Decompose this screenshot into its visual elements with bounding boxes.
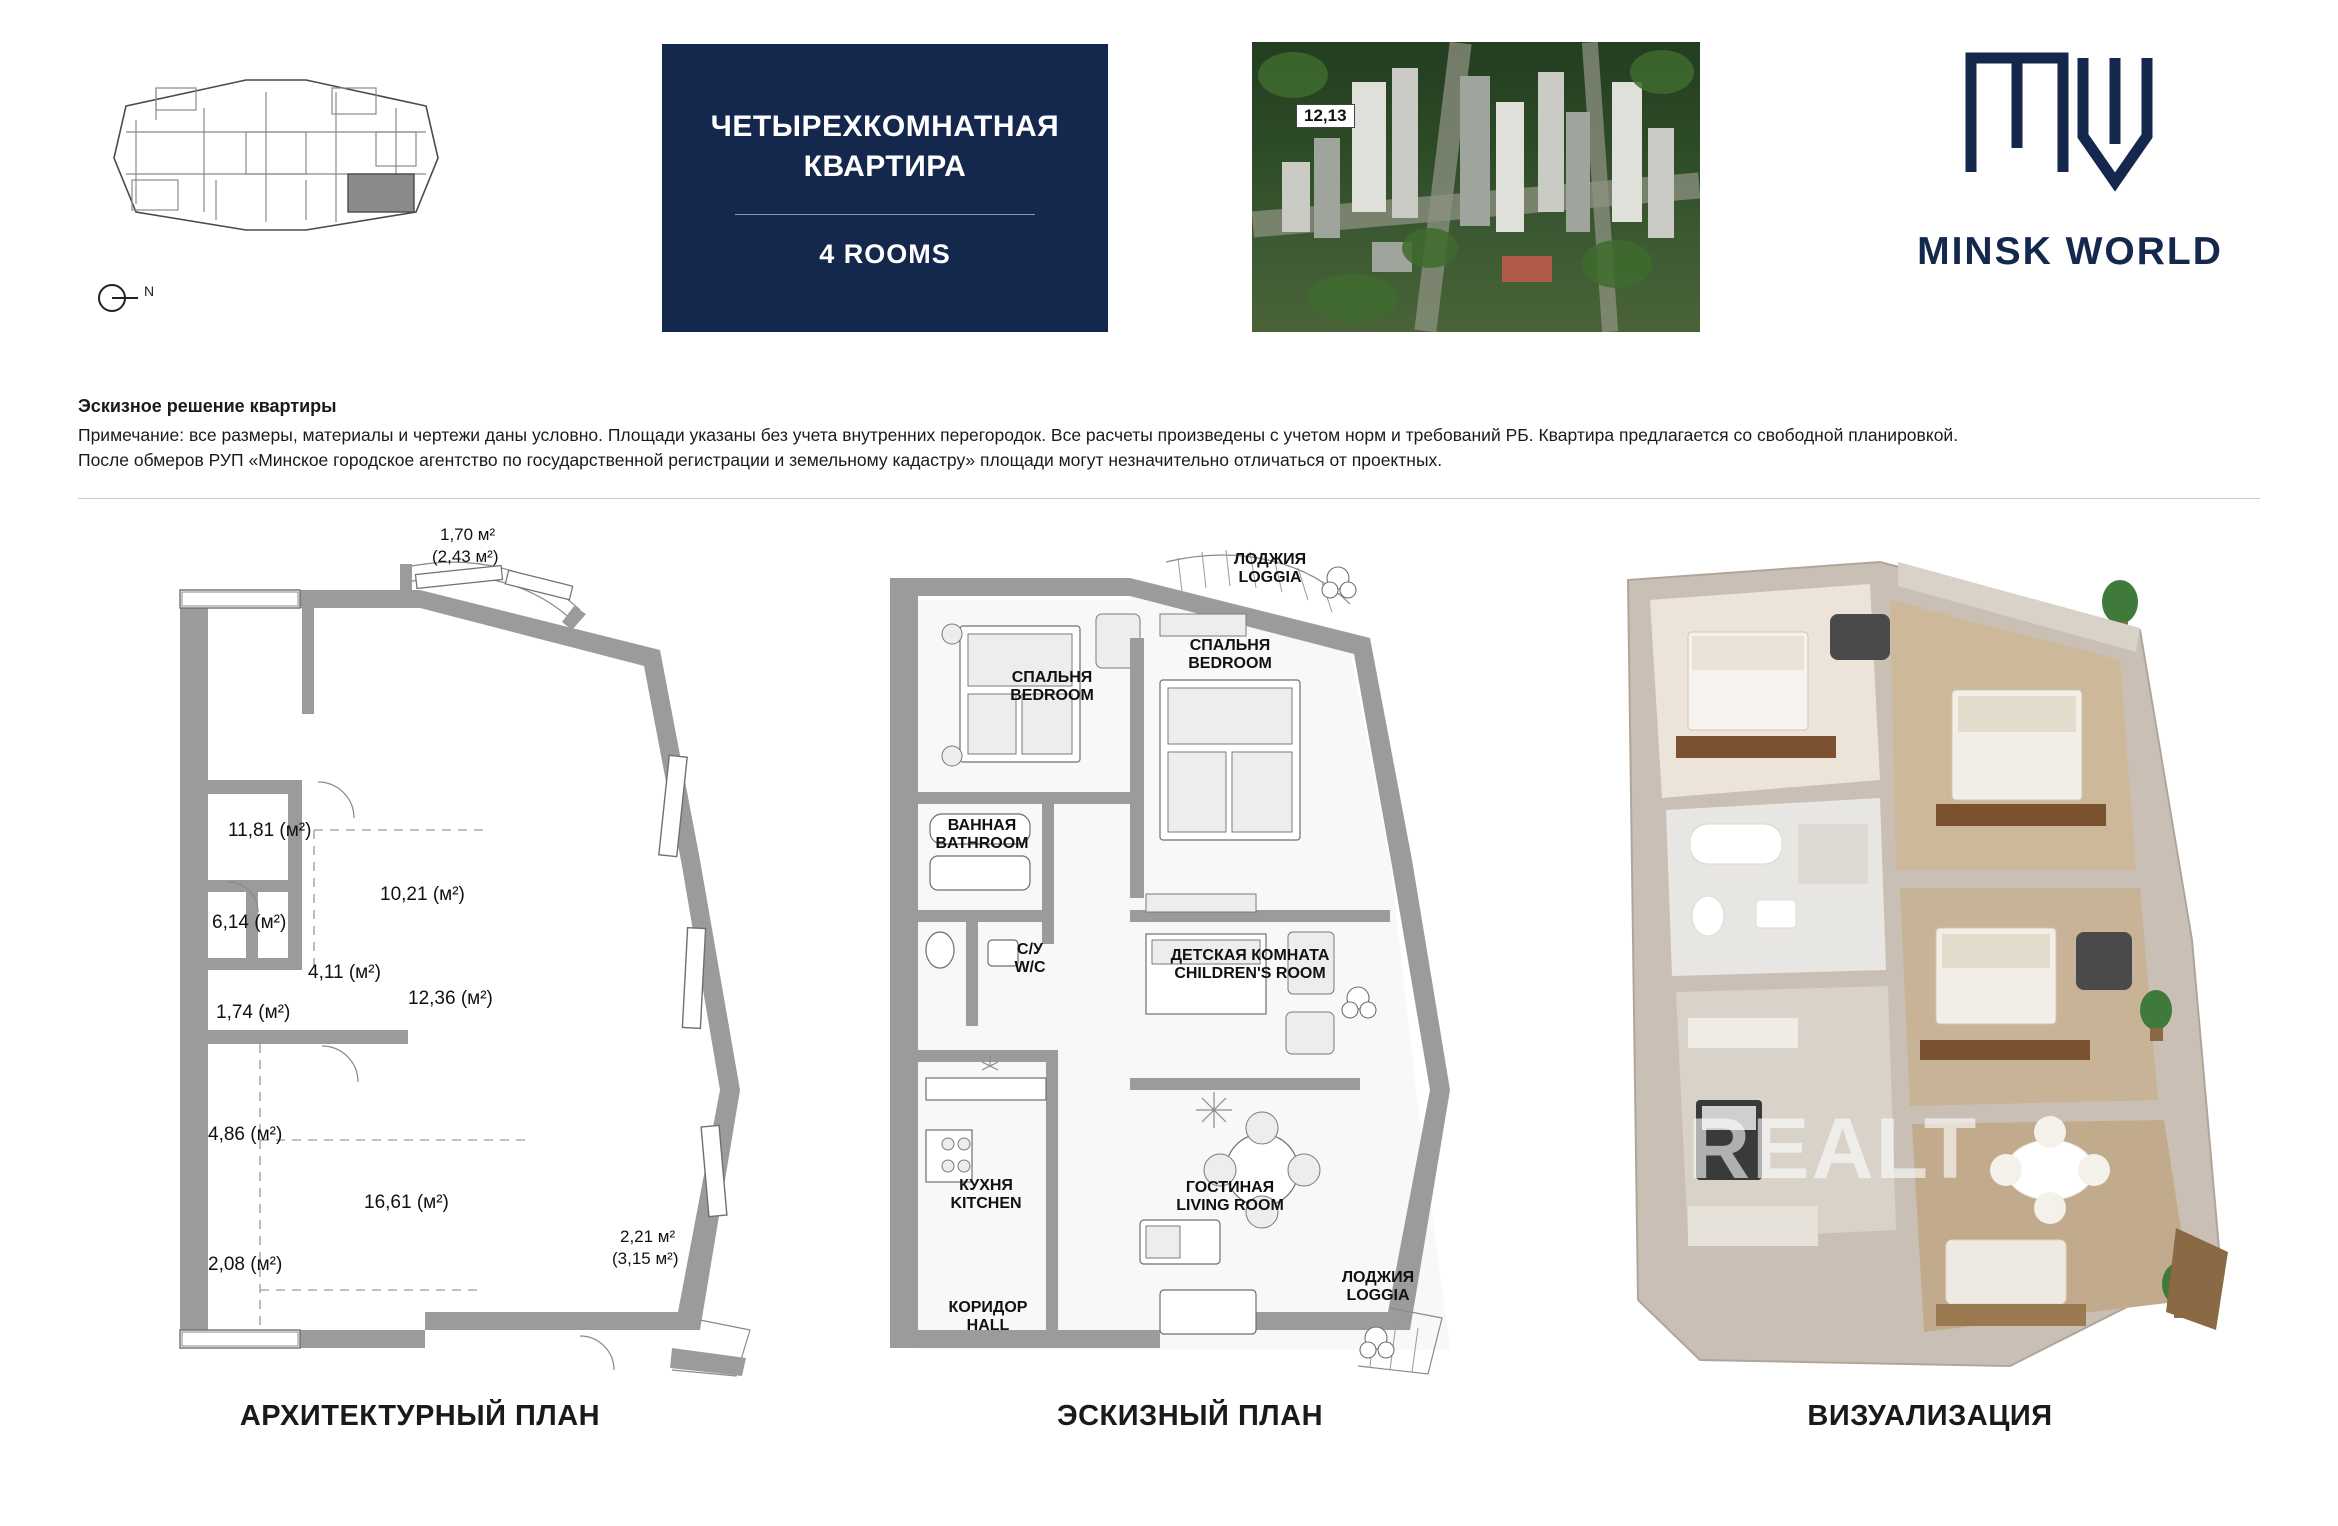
3d-apartment-render bbox=[1580, 540, 2280, 1380]
room-label-ru: ГОСТИНАЯ bbox=[1185, 1179, 1275, 1196]
site-marker-label: 12,13 bbox=[1296, 104, 1355, 128]
area-label: 16,61 (м²) bbox=[364, 1192, 449, 1213]
room-label-en: BEDROOM bbox=[1188, 655, 1272, 672]
area-label: 6,14 (м²) bbox=[212, 912, 287, 933]
sketch-plan-panel bbox=[830, 530, 1550, 1460]
area-label: 4,11 (м²) bbox=[308, 962, 381, 983]
note-label: Эскизное решение квартиры bbox=[78, 396, 337, 416]
visualization-panel bbox=[1580, 530, 2280, 1460]
room-label-ru: ЛОДЖИЯ bbox=[1341, 1269, 1415, 1286]
architectural-plan-caption: АРХИТЕКТУРНЫЙ ПЛАН bbox=[239, 1400, 601, 1432]
room-label-ru: ЛОДЖИЯ bbox=[1233, 551, 1307, 568]
room-label-ru: СПАЛЬНЯ bbox=[1011, 669, 1093, 686]
room-label-en: CHILDREN'S ROOM bbox=[1174, 965, 1326, 982]
brand-wordmark: MINSK WORLD bbox=[1917, 230, 2223, 273]
architectural-plan-panel bbox=[60, 525, 780, 1460]
title-block bbox=[662, 44, 1108, 332]
mw-monogram-icon bbox=[1870, 40, 2270, 190]
title-en: 4 ROOMS bbox=[819, 238, 951, 269]
building-floor-key-plan bbox=[96, 62, 456, 242]
area-label: 12,36 (м²) bbox=[408, 988, 493, 1009]
room-label-en: LOGGIA bbox=[1238, 569, 1302, 586]
room-label-en: LIVING ROOM bbox=[1176, 1197, 1284, 1214]
title-ru: ЧЕТЫРЕХКОМНАТНАЯ КВАРТИРА bbox=[710, 109, 1060, 183]
compass-icon bbox=[92, 278, 172, 318]
room-label-en: W/C bbox=[1014, 959, 1046, 976]
room-label-ru: СПАЛЬНЯ bbox=[1189, 637, 1271, 654]
balcony-area-line: 2,21 м² bbox=[620, 1227, 676, 1246]
visualization-caption: ВИЗУАЛИЗАЦИЯ bbox=[1807, 1400, 2053, 1432]
title-divider bbox=[735, 214, 1035, 215]
area-label: 10,21 (м²) bbox=[380, 884, 465, 905]
disclaimer-note bbox=[78, 396, 2258, 474]
note-line-2: После обмеров РУП «Минское городское агентство по государственной регистрации и земельному кадастру» площади могут незначительно отличаться от проектных. bbox=[78, 450, 1443, 471]
area-label: 4,86 (м²) bbox=[208, 1124, 283, 1145]
room-label-ru: КУХНЯ bbox=[959, 1177, 1013, 1194]
room-label-ru: КОРИДОР bbox=[948, 1299, 1028, 1316]
room-label-ru: ВАННАЯ bbox=[947, 817, 1017, 834]
balcony-area-line: (3,15 м²) bbox=[612, 1249, 679, 1268]
room-label-en: BEDROOM bbox=[1010, 687, 1094, 704]
balcony-area-line: (2,43 м²) bbox=[432, 547, 499, 566]
note-line-1: Примечание: все размеры, материалы и чертежи даны условно. Площади указаны без учета внутренних перегородок. Все расчеты произведены с учетом норм и требований РБ. Квартира предлагается со свободной планировкой. bbox=[78, 425, 1959, 445]
room-label-ru: С/У bbox=[1017, 941, 1043, 958]
site-aerial-thumbnail bbox=[1252, 42, 1700, 332]
area-label: 11,81 (м²) bbox=[228, 820, 312, 841]
room-label-en: LOGGIA bbox=[1346, 1287, 1410, 1304]
compass-north-label: N bbox=[144, 283, 155, 299]
area-label: 1,74 (м²) bbox=[216, 1002, 291, 1023]
room-label-en: KITCHEN bbox=[950, 1195, 1022, 1212]
header-divider bbox=[78, 498, 2260, 499]
watermark: REALT bbox=[1688, 1101, 1979, 1197]
sketch-plan-caption: ЭСКИЗНЫЙ ПЛАН bbox=[1056, 1400, 1324, 1432]
room-label-ru: ДЕТСКАЯ КОМНАТА bbox=[1170, 947, 1330, 964]
brand-logo bbox=[1870, 40, 2270, 330]
plans-row bbox=[0, 525, 2338, 1470]
sheet-header bbox=[0, 0, 2338, 372]
room-label-en: HALL bbox=[966, 1317, 1010, 1334]
area-label: 2,08 (м²) bbox=[208, 1254, 283, 1275]
room-label-en: BATHROOM bbox=[935, 835, 1029, 852]
balcony-area-line: 1,70 м² bbox=[440, 525, 496, 544]
